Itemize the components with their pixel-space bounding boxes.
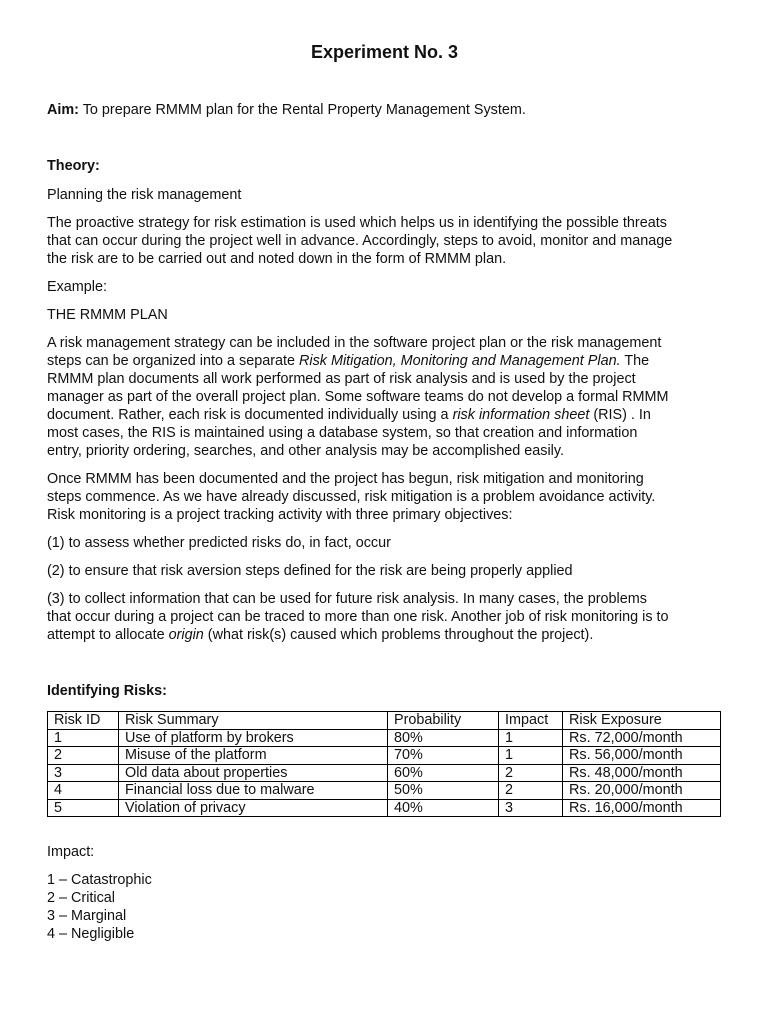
italic-run: origin <box>168 627 204 643</box>
header-risk-exposure: Risk Exposure <box>563 712 721 730</box>
text-line: that occur during a project can be traced to more than one risk. Another job of risk monitoring is to <box>47 609 669 625</box>
cell-probability: 40% <box>388 799 499 817</box>
text-line: entry, priority ordering, searches, and other analysis may be accomplished easily. <box>47 443 564 459</box>
cell-probability: 80% <box>388 729 499 747</box>
impact-list <box>47 871 727 943</box>
text-run: attempt to allocate <box>47 627 169 643</box>
text-line <box>47 352 727 370</box>
table-header-row <box>48 712 721 730</box>
text-run: document. Rather, each risk is documented individually using a <box>47 407 453 423</box>
aim-label: Aim: <box>47 102 79 118</box>
aim-line <box>47 102 526 118</box>
cell-probability: 60% <box>388 764 499 782</box>
text-run: The <box>620 353 650 369</box>
cell-risk-summary: Use of platform by brokers <box>119 729 388 747</box>
text-line: Risk monitoring is a project tracking activity with three primary objectives: <box>47 507 513 523</box>
text-line: A risk management strategy can be included in the software project plan or the risk management <box>47 335 662 351</box>
text-line: steps commence. As we have already discussed, risk mitigation is a problem avoidance activity. <box>47 489 656 505</box>
paragraph-strategy <box>47 334 727 460</box>
risk-table <box>47 711 721 817</box>
cell-risk-summary: Misuse of the platform <box>119 747 388 765</box>
table-row <box>48 764 721 782</box>
cell-risk-summary: Old data about properties <box>119 764 388 782</box>
text-line <box>47 406 727 424</box>
cell-impact: 2 <box>499 764 563 782</box>
text-line: most cases, the RIS is maintained using a database system, so that creation and information <box>47 425 638 441</box>
italic-run: risk information sheet <box>452 407 590 423</box>
cell-risk-id: 1 <box>48 729 119 747</box>
cell-risk-exposure: Rs. 16,000/month <box>563 799 721 817</box>
table-row <box>48 799 721 817</box>
cell-risk-summary: Financial loss due to malware <box>119 782 388 800</box>
list-item: 3 – Marginal <box>47 908 127 924</box>
theory-subheading: Planning the risk management <box>47 187 242 203</box>
cell-risk-exposure: Rs. 56,000/month <box>563 747 721 765</box>
rmmm-heading: THE RMMM PLAN <box>47 307 168 323</box>
cell-probability: 50% <box>388 782 499 800</box>
objective-1: (1) to assess whether predicted risks do, in fact, occur <box>47 535 391 551</box>
identifying-risks-heading: Identifying Risks: <box>47 683 167 699</box>
header-risk-id: Risk ID <box>48 712 119 730</box>
page-title: Experiment No. 3 <box>310 42 459 62</box>
text-line: Once RMMM has been documented and the project has begun, risk mitigation and monitoring <box>47 471 644 487</box>
cell-risk-exposure: Rs. 72,000/month <box>563 729 721 747</box>
objective-3 <box>47 590 727 644</box>
cell-probability: 70% <box>388 747 499 765</box>
cell-impact: 1 <box>499 729 563 747</box>
table-row <box>48 747 721 765</box>
cell-risk-id: 3 <box>48 764 119 782</box>
text-run: (what risk(s) caused which problems throughout the project). <box>203 627 594 643</box>
paragraph-proactive <box>47 214 727 268</box>
list-item: 2 – Critical <box>47 890 115 906</box>
text-line: (3) to collect information that can be used for future risk analysis. In many cases, the problems <box>47 591 647 607</box>
cell-risk-id: 4 <box>48 782 119 800</box>
text-line: The proactive strategy for risk estimation is used which helps us in identifying the possible threats <box>47 215 667 231</box>
text-line: RMMM plan documents all work performed as part of risk analysis and is used by the project <box>47 371 636 387</box>
list-item: 1 – Catastrophic <box>47 872 152 888</box>
cell-risk-summary: Violation of privacy <box>119 799 388 817</box>
table-row <box>48 729 721 747</box>
cell-impact: 2 <box>499 782 563 800</box>
paragraph-monitoring <box>47 470 727 524</box>
cell-risk-exposure: Rs. 20,000/month <box>563 782 721 800</box>
text-line: that can occur during the project well in advance. Accordingly, steps to avoid, monitor and manage <box>47 233 673 249</box>
cell-impact: 1 <box>499 747 563 765</box>
example-label: Example: <box>47 279 107 295</box>
text-line: manager as part of the overall project plan. Some software teams do not develop a formal RMMM <box>47 389 669 405</box>
list-item: 4 – Negligible <box>47 926 135 942</box>
text-line <box>47 626 727 644</box>
objective-2: (2) to ensure that risk aversion steps defined for the risk are being properly applied <box>47 563 573 579</box>
table-row <box>48 782 721 800</box>
header-impact: Impact <box>499 712 563 730</box>
text-run: (RIS) . In <box>589 407 651 423</box>
cell-risk-id: 2 <box>48 747 119 765</box>
impact-heading: Impact: <box>47 844 95 860</box>
cell-impact: 3 <box>499 799 563 817</box>
text-line: the risk are to be carried out and noted down in the form of RMMM plan. <box>47 251 507 267</box>
header-risk-summary: Risk Summary <box>119 712 388 730</box>
aim-text: To prepare RMMM plan for the Rental Property Management System. <box>78 102 526 118</box>
text-run: steps can be organized into a separate <box>47 353 300 369</box>
cell-risk-exposure: Rs. 48,000/month <box>563 764 721 782</box>
italic-run: Risk Mitigation, Monitoring and Management Plan. <box>299 353 621 369</box>
header-probability: Probability <box>388 712 499 730</box>
theory-heading: Theory: <box>47 158 100 174</box>
cell-risk-id: 5 <box>48 799 119 817</box>
